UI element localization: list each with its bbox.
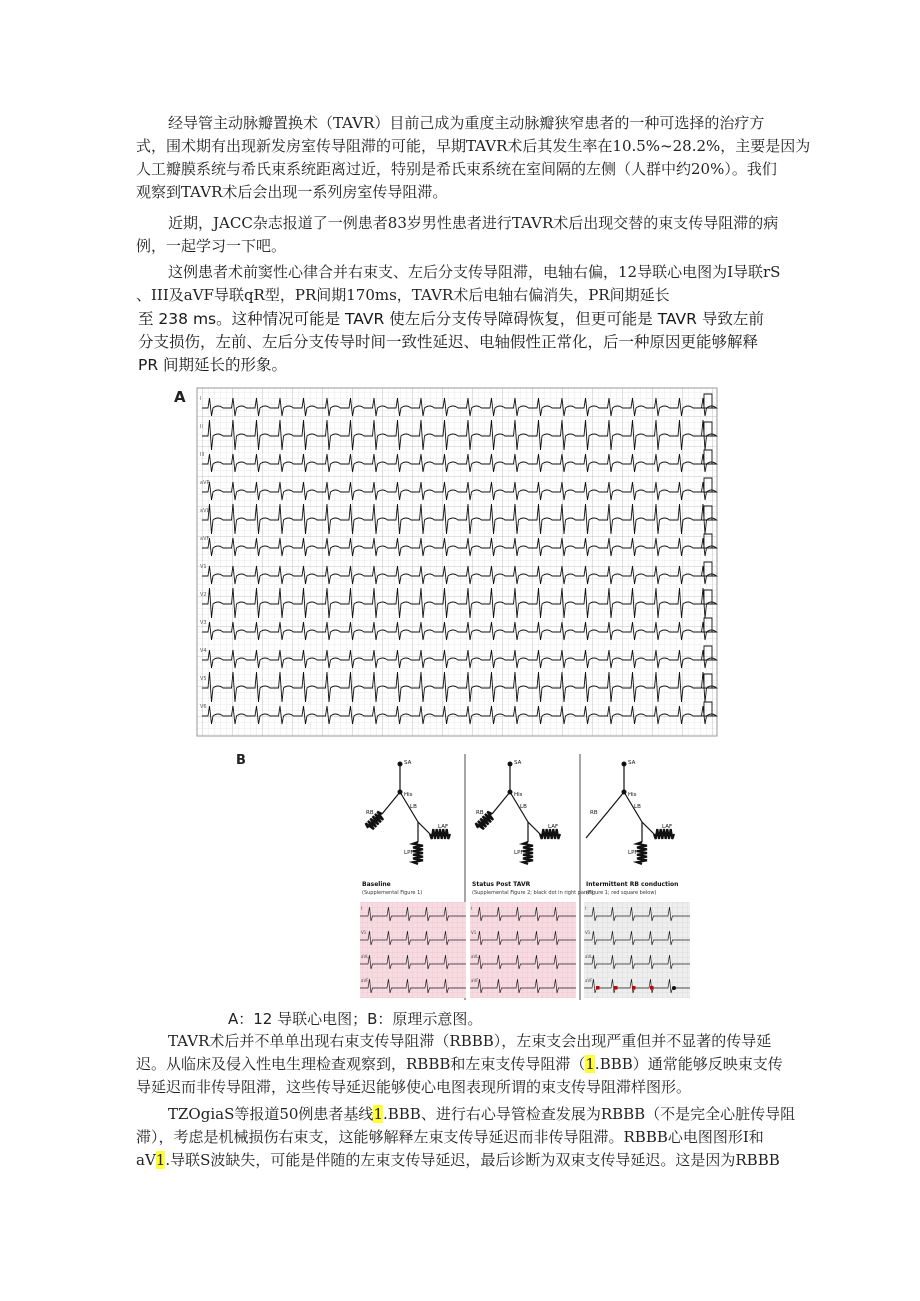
schematic-subtitle: (Figure 1; red square below) — [586, 890, 657, 896]
highlight-mark: 1 — [373, 1105, 383, 1123]
left-anterior-fascicle — [528, 822, 540, 834]
para4-line-1: TAVR术后并不单单出现右束支传导阻滞（RBBB），左束支会出现严重但并不显著的传导延 — [168, 1032, 772, 1050]
strip-lead-label: aVL — [585, 954, 593, 959]
schematic-subtitle: (Supplemental Figure 2; black dot in right panel) — [472, 890, 594, 896]
paragraph-5 — [136, 1103, 796, 1172]
para1-line-1: 经导管主动脉瓣置换术（TAVR）目前己成为重度主动脉瓣狭窄患者的一种可选择的治疗方 — [168, 114, 765, 132]
conduction-delay-coil — [540, 829, 560, 839]
strip-lead-label: I — [585, 906, 587, 911]
lead-label: I — [200, 396, 202, 402]
left-anterior-fascicle — [642, 822, 654, 834]
lpf-label: LPF — [628, 850, 638, 856]
schematic-panels — [360, 760, 690, 998]
strip-lead-label: V1 — [361, 930, 367, 935]
strip-lead-label: aVF — [585, 978, 593, 983]
strip-lead-label: aVF — [471, 978, 479, 983]
para3b-line-2: 分支损伤，左前、左后分支传导时间一致性延迟、电轴假性正常化，后一种原因更能够解释 — [138, 333, 759, 351]
paragraph-2 — [136, 212, 788, 258]
para5-line-3: aV1.导联S波缺失，可能是伴随的左束支传导延迟，最后诊断为双束支传导延迟。这是因为RBBB — [136, 1151, 780, 1169]
lead-label: V1 — [200, 564, 207, 570]
panel-label-a: A — [174, 388, 186, 406]
red-square-marker — [596, 986, 600, 990]
paragraph-3-continued — [138, 308, 790, 377]
strip-lead-label: V1 — [471, 930, 477, 935]
ecg-12-lead-figure — [172, 386, 720, 738]
schematic-title: Baseline — [362, 881, 391, 888]
strip-lead-label: aVL — [471, 954, 479, 959]
conduction-delay-coil — [654, 829, 674, 839]
sa-label: SA — [514, 760, 522, 766]
figure-caption: A：12 导联心电图；B：原理示意图。 — [228, 1010, 483, 1028]
lead-label: aVR — [200, 480, 210, 486]
lb-label: LB — [410, 804, 417, 810]
lead-label: aVL — [200, 508, 210, 514]
ecg-strip — [360, 902, 466, 998]
sa-label: SA — [628, 760, 636, 766]
para1-line-2: 式，围术期有出现新发房室传导阻滞的可能，早期TAVR术后其发生率在10.5%~28.2%，主要是因为 — [136, 137, 811, 155]
lead-label: II — [200, 424, 203, 430]
lpf-label: LPF — [514, 850, 524, 856]
ecg-strip — [584, 902, 690, 998]
schematic-subtitle: (Supplemental Figure 1) — [362, 890, 423, 896]
laf-label: LAF — [438, 824, 449, 830]
conduction-delay-coil — [413, 842, 423, 864]
conduction-delay-coil — [637, 842, 647, 864]
para3-line-2: 、III及aVF导联qR型，PR间期170ms，TAVR术后电轴右偏消失，PR间期延长 — [136, 286, 670, 304]
sa-label: SA — [404, 760, 412, 766]
para4-line-2: 迟。从临床及侵入性电生理检查观察到，RBBB和左束支传导阻滞（1.BBB）通常能够反映束支传 — [136, 1055, 783, 1073]
strip-lead-label: aVF — [361, 978, 369, 983]
para4-line-3: 导延迟而非传导阻滞，这些传导延迟能够使心电图表现所谓的束支传导阻滞样图形。 — [136, 1078, 692, 1096]
lead-label: III — [200, 452, 205, 458]
right-bundle — [382, 792, 400, 814]
laf-label: LAF — [662, 824, 673, 830]
ecg-grid — [197, 388, 717, 736]
strip-lead-label: V1 — [585, 930, 591, 935]
para3b-line-3: PR 间期延长的形象。 — [138, 356, 288, 374]
rb-label: RB — [476, 810, 484, 816]
schematic-title: Intermittent RB conduction — [586, 881, 679, 888]
red-square-marker — [614, 986, 618, 990]
lead-label: aVF — [200, 536, 210, 542]
rb-label: RB — [366, 810, 374, 816]
conduction-delay-coil — [523, 842, 533, 864]
strip-lead-label: aVL — [361, 954, 369, 959]
paragraph-1 — [136, 112, 811, 204]
para3b-line-1: 至 238 ms。这种情况可能是 TAVR 使左后分支传导障碍恢复，但更可能是 TAVR 导致左前 — [138, 310, 764, 328]
para5-line-1: TZOgiaS等报道50例患者基线1.BBB、进行右心导管检查发展为RBBB（不是完全心脏传导阻 — [168, 1105, 796, 1123]
black-dot-marker — [672, 986, 676, 990]
panel-label-b: B — [236, 753, 246, 768]
left-anterior-fascicle — [418, 822, 430, 834]
paragraph-3 — [136, 261, 788, 307]
right-bundle — [586, 814, 606, 838]
para2-line-2: 例，一起学习一下吧。 — [136, 237, 287, 255]
conduction-delay-coil — [430, 829, 450, 839]
lb-label: LB — [634, 804, 641, 810]
schematic-panel — [470, 760, 594, 998]
para2-line-1: 近期，JACC杂志报道了一例患者83岁男性患者进行TAVR术后出现交替的束支传导阻滞的病 — [168, 214, 779, 232]
lead-label: V6 — [200, 704, 207, 710]
paragraph-4 — [136, 1030, 788, 1099]
lead-label: V5 — [200, 676, 207, 682]
lead-label: V4 — [200, 648, 207, 654]
red-square-marker — [650, 986, 654, 990]
lb-label: LB — [520, 804, 527, 810]
lpf-label: LPF — [404, 850, 414, 856]
red-square-marker — [632, 986, 636, 990]
his-label: His — [514, 792, 523, 798]
lead-label: V3 — [200, 620, 207, 626]
schematic-panel — [584, 760, 690, 998]
his-label: His — [404, 792, 413, 798]
para1-line-4: 观察到TAVR术后会出现一系列房室传导阻滞。 — [136, 183, 448, 201]
laf-label: LAF — [548, 824, 559, 830]
highlight-mark: 1 — [585, 1055, 595, 1073]
para5-line-2: 滞），考虑是机械损伤右束支，这能够解释左束支传导延迟而非传导阻滞。RBBB心电图图形I和 — [136, 1128, 764, 1146]
conduction-schematic-figure — [232, 752, 702, 1002]
rb-label: RB — [590, 810, 598, 816]
schematic-title: Status Post TAVR — [472, 881, 531, 888]
strip-lead-label: I — [361, 906, 363, 911]
para1-line-3: 人工瓣膜系统与希氏束系统距离过近，特别是希氏束系统在室间隔的左侧（人群中约20%）。我们 — [136, 160, 777, 178]
ecg-strip — [470, 902, 576, 998]
para3-line-1: 这例患者术前窦性心律合并右束支、左后分支传导阻滞，电轴右偏，12导联心电图为I导联rS — [168, 263, 781, 281]
lead-label: V2 — [200, 592, 207, 598]
strip-lead-label: I — [471, 906, 473, 911]
schematic-panel — [360, 760, 466, 998]
highlight-mark: 1 — [155, 1151, 166, 1169]
right-bundle — [606, 792, 624, 814]
right-bundle — [492, 792, 510, 814]
his-label: His — [628, 792, 637, 798]
